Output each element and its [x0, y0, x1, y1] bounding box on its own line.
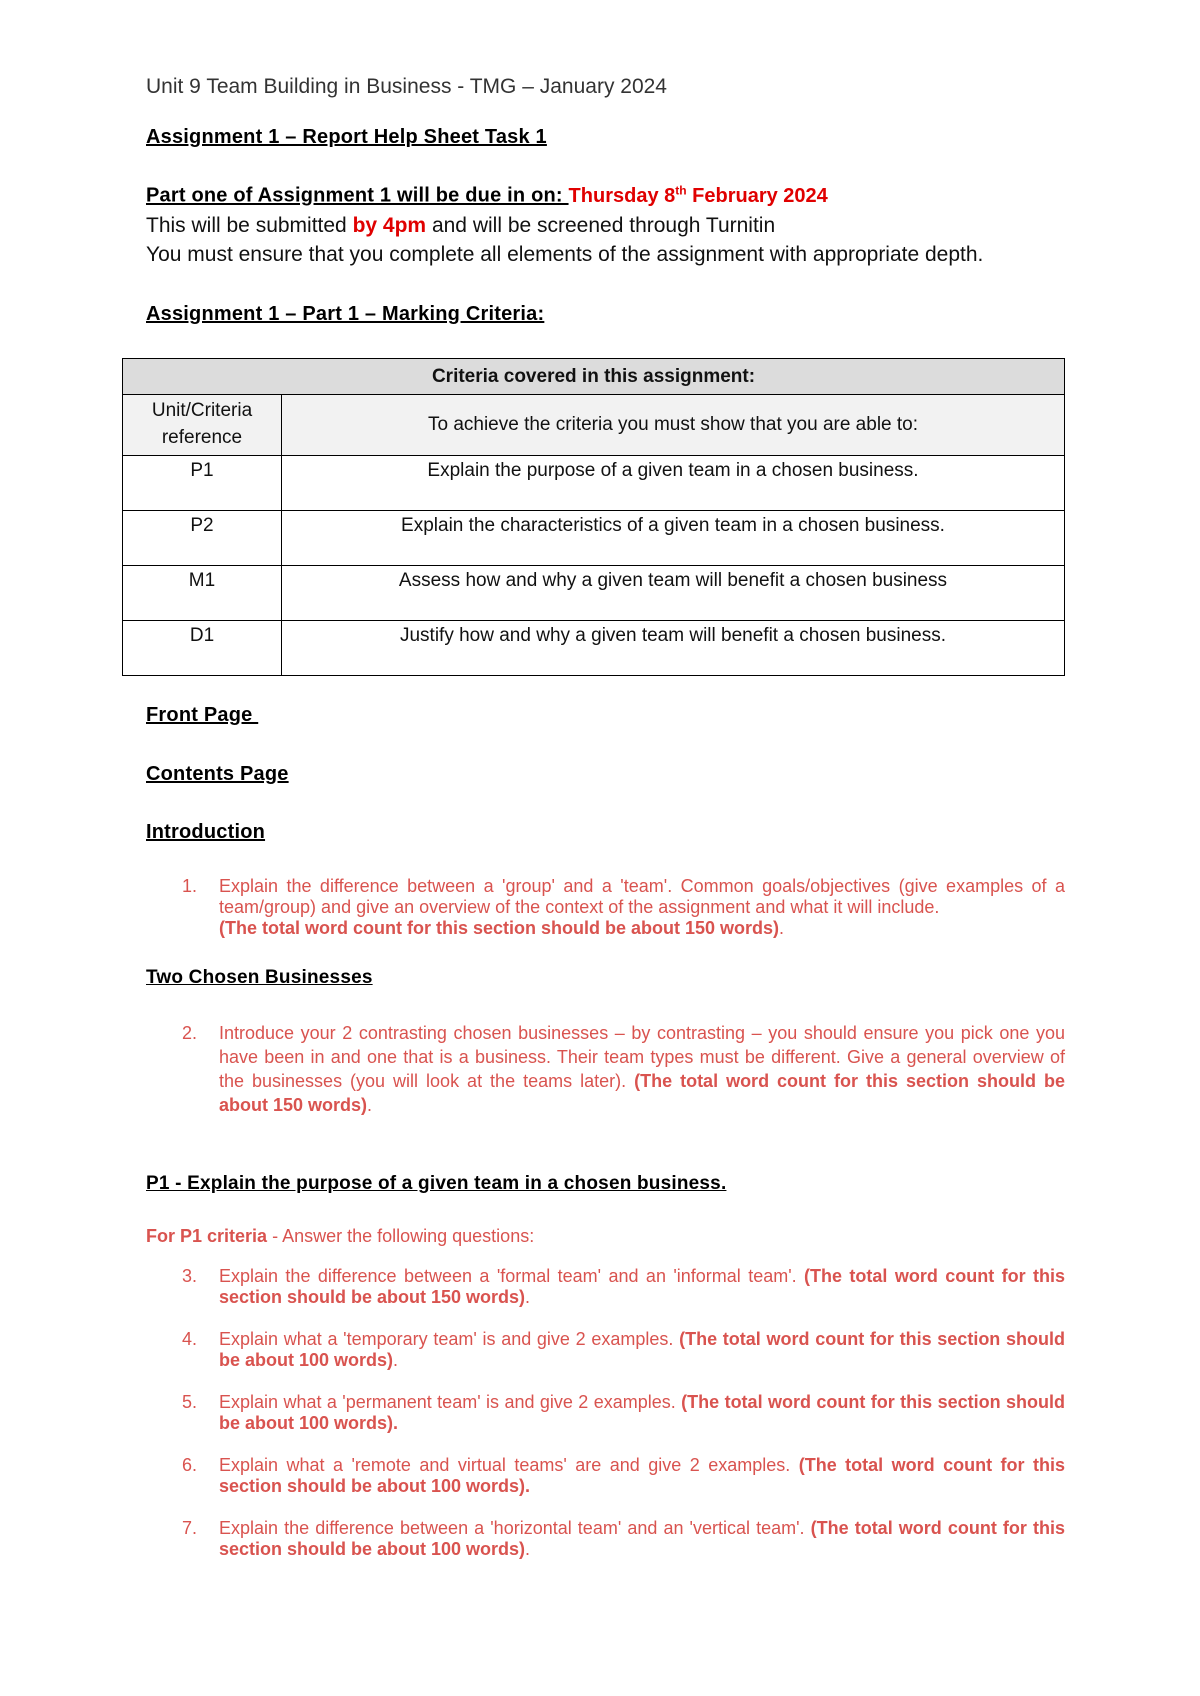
item-text: Explain what a 'temporary team' is and give 2 examples. [219, 1329, 680, 1349]
p1-intro-rest: - Answer the following questions: [267, 1226, 535, 1246]
item-number: 4. [182, 1329, 198, 1349]
list-item [146, 1455, 1065, 1497]
criteria-desc: Explain the purpose of a given team in a chosen business. [282, 456, 1065, 511]
table-title: Criteria covered in this assignment: [123, 359, 1065, 395]
p1-intro [146, 1226, 534, 1247]
item-end: . [525, 1539, 531, 1559]
item-text: Explain the difference between a 'group' and a 'team'. Common goals/objectives (give examples of a team/group) and give an overview of the context of the assignment and what it will include. [219, 876, 1065, 917]
item-wordcount: (The total word count for this section should be about 150 words) [219, 1071, 1066, 1115]
criteria-ref: D1 [123, 621, 282, 676]
table-row [123, 621, 1065, 676]
intro-list [146, 876, 1065, 939]
two-businesses-heading: Two Chosen Businesses [146, 967, 373, 988]
submit-line [146, 211, 775, 240]
item-end: . [779, 918, 785, 938]
list-item [146, 1021, 1065, 1117]
submit-time: by 4pm [352, 214, 427, 237]
table-row [123, 511, 1065, 566]
list-item [146, 1266, 1065, 1308]
marking-criteria-heading: Assignment 1 – Part 1 – Marking Criteria: [146, 303, 545, 325]
item-text: Explain the difference between a 'horizontal team' and an 'vertical team'. [219, 1518, 811, 1538]
item-text: Introduce your 2 contrasting chosen businesses – by contrasting – you should ensure you pick one you have been in and one that is a business. Their team types must be different. Give a general overview of the businesses (you will look at the teams later). [219, 1023, 1065, 1091]
item-number: 2. [182, 1023, 198, 1043]
item-number: 5. [182, 1392, 198, 1412]
list-item [146, 1518, 1065, 1560]
introduction-heading: Introduction [146, 821, 266, 843]
due-date-post: February 2024 [686, 184, 828, 207]
criteria-table [122, 358, 1065, 676]
list-item [146, 1392, 1065, 1434]
item-end: . [525, 1287, 531, 1307]
list-item [146, 876, 1065, 939]
businesses-list [146, 1021, 1065, 1117]
criteria-ref: M1 [123, 566, 282, 621]
item-wordcount: (The total word count for this section should be about 100 words). [219, 1455, 1065, 1496]
criteria-desc: Justify how and why a given team will benefit a chosen business. [282, 621, 1065, 676]
item-wordcount: (The total word count for this section should be about 100 words) [219, 1518, 1065, 1559]
item-number: 7. [182, 1518, 198, 1538]
table-col1-header: Unit/Criteria reference [123, 395, 282, 456]
p1-heading: P1 - Explain the purpose of a given team in a chosen business. [146, 1173, 727, 1194]
item-wordcount: (The total word count for this section should be about 150 words) [219, 1266, 1065, 1307]
due-date-sup: th [675, 183, 687, 197]
table-row [123, 566, 1065, 621]
item-wordcount: (The total word count for this section should be about 100 words) [219, 1329, 1066, 1370]
item-text: Explain the difference between a 'formal team' and an 'informal team'. [219, 1266, 805, 1286]
list-item [146, 1329, 1065, 1371]
criteria-desc: Assess how and why a given team will benefit a chosen business [282, 566, 1065, 621]
document-title: Assignment 1 – Report Help Sheet Task 1 [146, 126, 547, 148]
front-page-heading: Front Page [146, 704, 259, 726]
criteria-desc: Explain the characteristics of a given team in a chosen business. [282, 511, 1065, 566]
table-col2-header: To achieve the criteria you must show that you are able to: [282, 395, 1065, 456]
item-wordcount: (The total word count for this section should be about 100 words). [219, 1392, 1065, 1433]
item-number: 6. [182, 1455, 198, 1475]
p1-intro-bold: For P1 criteria [146, 1226, 268, 1246]
contents-page-heading: Contents Page [146, 763, 289, 785]
criteria-ref: P1 [123, 456, 282, 511]
ensure-line: You must ensure that you complete all elements of the assignment with appropriate depth. [146, 243, 984, 266]
item-end: . [393, 1350, 399, 1370]
item-text: Explain what a 'permanent team' is and give 2 examples. [219, 1392, 682, 1412]
criteria-ref: P2 [123, 511, 282, 566]
table-row [123, 456, 1065, 511]
submit-pre: This will be submitted [146, 214, 353, 237]
item-wordcount: (The total word count for this section should be about 150 words) [219, 918, 780, 938]
due-prefix: Part one of Assignment 1 will be due in on: [146, 184, 569, 207]
due-date-line [146, 183, 828, 208]
p1-list [146, 1266, 1065, 1560]
item-number: 3. [182, 1266, 198, 1286]
submit-post: and will be screened through Turnitin [426, 214, 776, 237]
item-end: . [367, 1095, 373, 1115]
document-header: Unit 9 Team Building in Business - TMG – January 2024 [146, 75, 667, 98]
item-text: Explain what a 'remote and virtual teams' are and give 2 examples. [219, 1455, 799, 1475]
due-date-pre: Thursday 8 [568, 184, 676, 207]
item-number: 1. [182, 876, 198, 896]
